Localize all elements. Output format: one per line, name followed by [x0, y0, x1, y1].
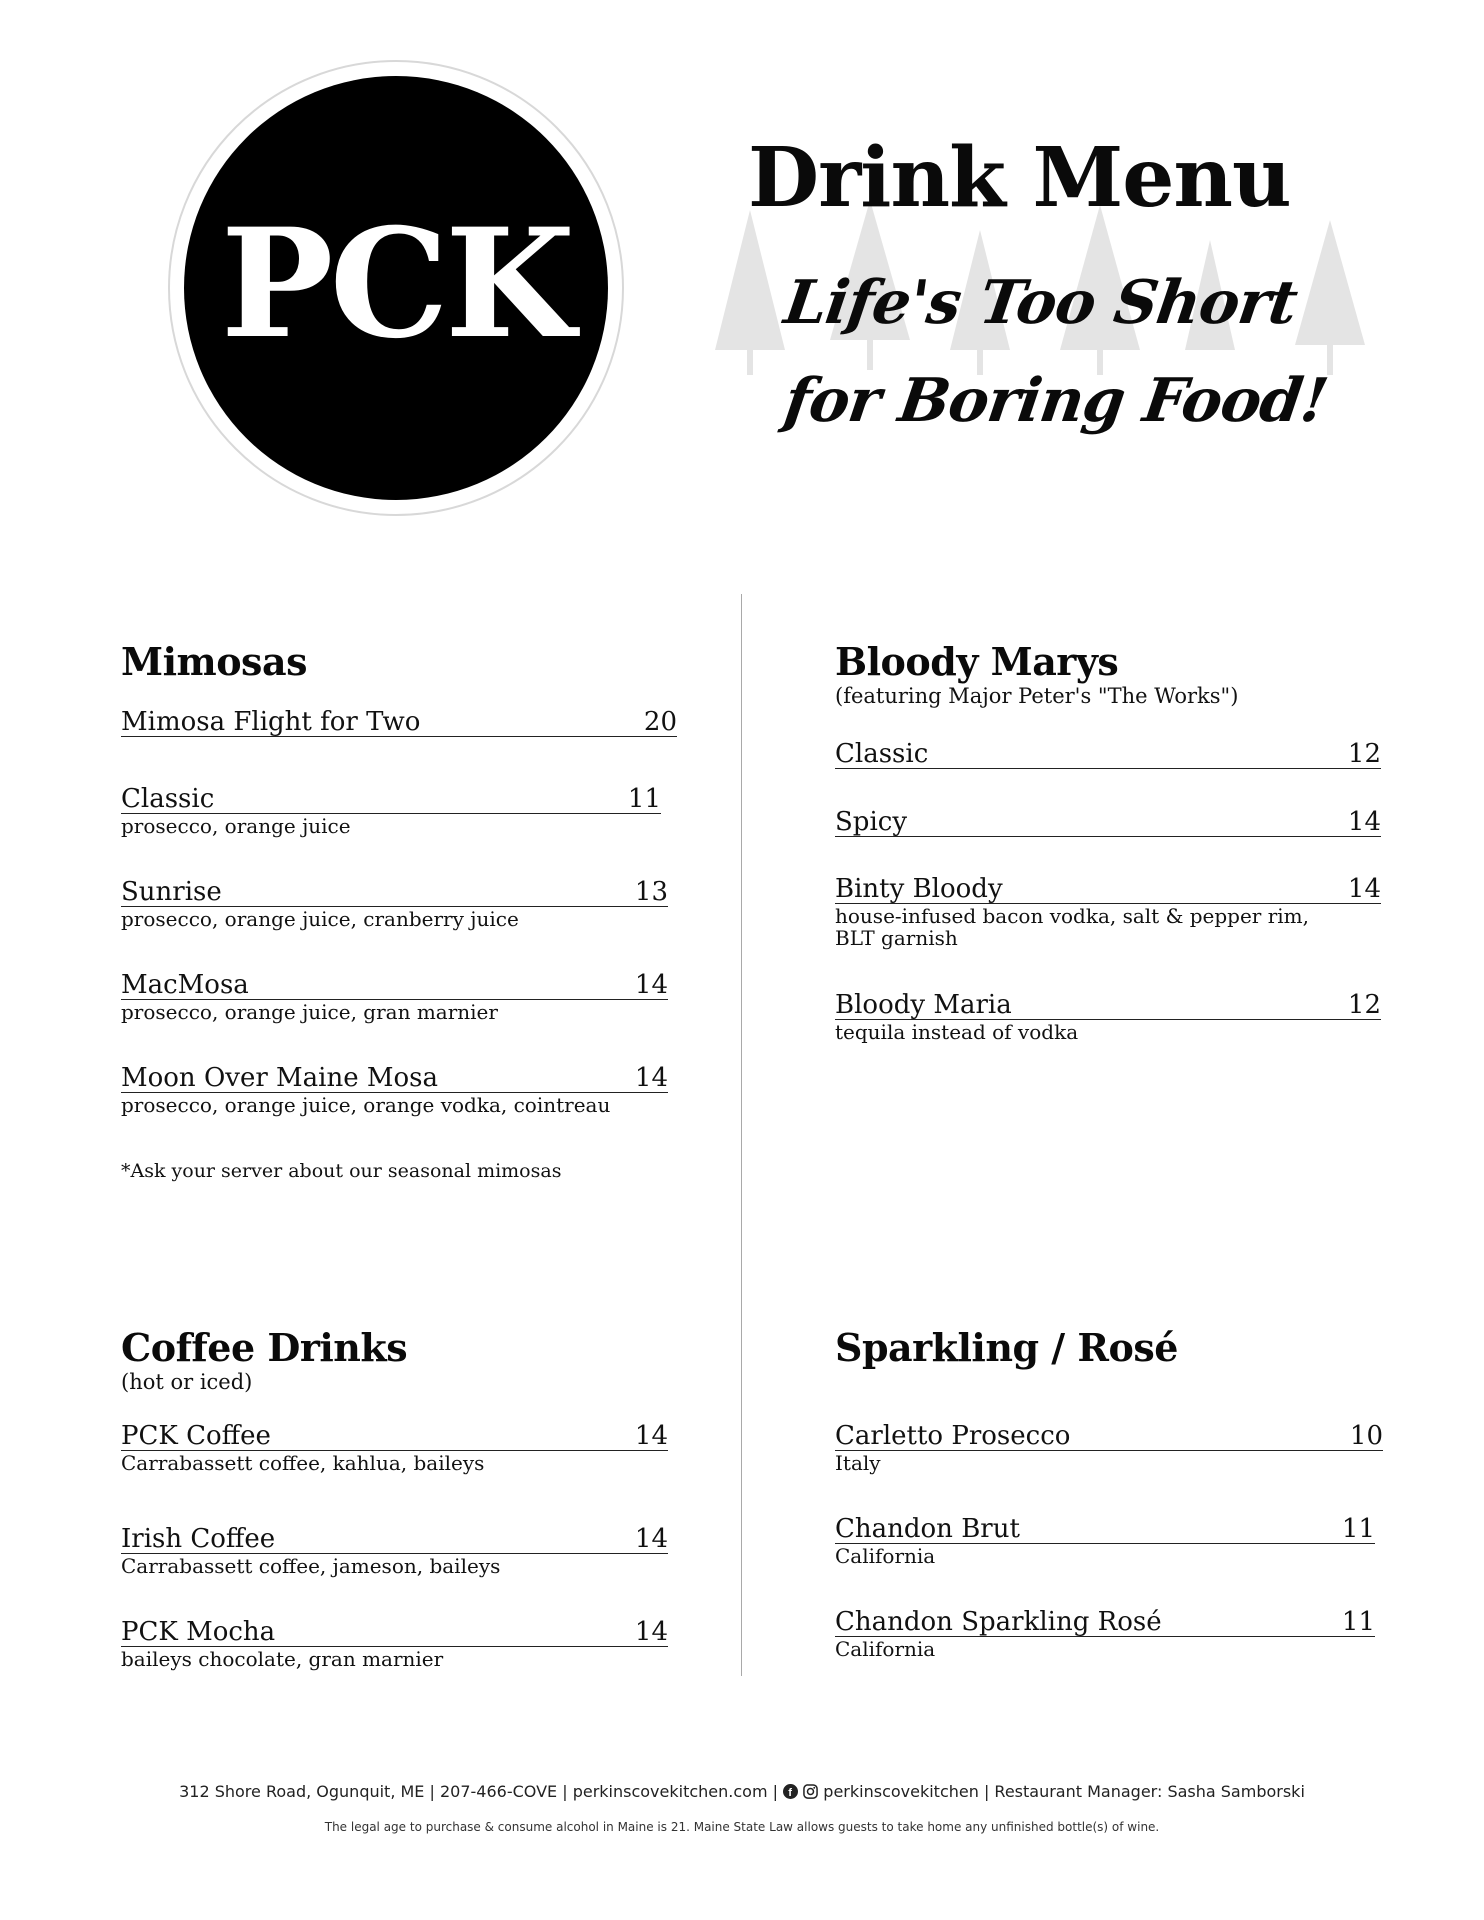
section-title: Coffee Drinks — [121, 1325, 408, 1370]
section-mimosas — [121, 639, 677, 1182]
item-price: 12 — [1347, 739, 1381, 769]
item-name: Irish Coffee — [121, 1524, 276, 1554]
item-name: Chandon Sparkling Rosé — [835, 1607, 1162, 1637]
item-price: 20 — [643, 707, 677, 737]
item-description: Italy — [835, 1451, 881, 1475]
item-price: 14 — [1347, 807, 1381, 837]
item-description: prosecco, orange juice, cranberry juice — [121, 907, 519, 931]
column-divider — [741, 594, 742, 1676]
item-description: prosecco, orange juice, orange vodka, cointreau — [121, 1093, 611, 1117]
menu-item — [835, 1420, 1383, 1474]
menu-item — [121, 706, 677, 737]
section-title: Sparkling / Rosé — [835, 1325, 1178, 1370]
item-price: 11 — [627, 784, 661, 814]
section-title: Mimosas — [121, 639, 307, 684]
section-subtitle: (featuring Major Peter's "The Works") — [835, 684, 1239, 708]
item-price: 10 — [1349, 1421, 1383, 1451]
item-name: MacMosa — [121, 970, 249, 1000]
item-price: 14 — [634, 1421, 668, 1451]
menu-item — [121, 1523, 668, 1577]
item-name: Binty Bloody — [835, 874, 1003, 904]
item-price: 12 — [1347, 990, 1381, 1020]
item-name: Spicy — [835, 807, 908, 837]
item-description: tequila instead of vodka — [835, 1020, 1079, 1044]
menu-item — [835, 806, 1381, 837]
item-price: 14 — [634, 970, 668, 1000]
menu-item — [835, 873, 1381, 949]
menu-title: Drink Menu — [748, 130, 1291, 226]
item-description: house-infused bacon vodka, salt & pepper rim, BLT garnish — [835, 904, 1310, 950]
menu-item — [835, 738, 1381, 769]
menu-item — [121, 1420, 668, 1474]
item-name: Carletto Prosecco — [835, 1421, 1071, 1451]
instagram-icon[interactable] — [803, 1784, 818, 1799]
item-description: prosecco, orange juice, gran marnier — [121, 1000, 498, 1024]
footer-social-and-manager: perkinscovekitchen | Restaurant Manager: Sasha Samborski — [823, 1782, 1305, 1801]
item-price: 14 — [634, 1524, 668, 1554]
item-description: Carrabassett coffee, kahlua, baileys — [121, 1451, 485, 1475]
menu-item — [835, 989, 1381, 1043]
menu-item — [121, 1062, 668, 1116]
menu-item — [835, 1606, 1375, 1660]
svg-text:f: f — [788, 1787, 793, 1799]
footer-address: 312 Shore Road, Ogunquit, ME | 207-466-COVE | perkinscovekitchen.com | — [179, 1782, 779, 1801]
footer-legal: The legal age to purchase & consume alcohol in Maine is 21. Maine State Law allows guests to take home any unfinished bottle(s) of wine. — [324, 1820, 1160, 1834]
item-name: PCK Coffee — [121, 1421, 271, 1451]
item-name: Chandon Brut — [835, 1514, 1020, 1544]
menu-item — [121, 969, 668, 1023]
seasonal-note: *Ask your server about our seasonal mimosas — [121, 1160, 562, 1182]
menu-item — [121, 783, 661, 837]
item-price: 11 — [1341, 1607, 1375, 1637]
logo-text: PCK — [220, 196, 572, 372]
item-name: Sunrise — [121, 877, 222, 907]
tagline-line2: for Boring Food! — [780, 366, 1332, 436]
item-name: Bloody Maria — [835, 990, 1012, 1020]
item-price: 13 — [634, 877, 668, 907]
item-name: Classic — [835, 739, 929, 769]
menu-item — [121, 876, 668, 930]
logo-circle — [184, 76, 608, 500]
item-name: Mimosa Flight for Two — [121, 707, 421, 737]
section-sparkling-rose — [835, 1325, 1383, 1661]
menu-item — [121, 1616, 668, 1670]
item-description: prosecco, orange juice — [121, 814, 351, 838]
item-price: 14 — [634, 1063, 668, 1093]
item-name: Moon Over Maine Mosa — [121, 1063, 438, 1093]
item-price: 11 — [1341, 1514, 1375, 1544]
section-subtitle: (hot or iced) — [121, 1370, 253, 1394]
section-title: Bloody Marys — [835, 639, 1119, 684]
item-name: Classic — [121, 784, 215, 814]
item-description: Carrabassett coffee, jameson, baileys — [121, 1554, 501, 1578]
item-description: baileys chocolate, gran marnier — [121, 1647, 444, 1671]
footer-contact — [0, 1782, 1484, 1801]
menu-item — [835, 1513, 1375, 1567]
tagline-line1: Life's Too Short — [780, 268, 1301, 338]
section-coffee-drinks — [121, 1325, 668, 1671]
section-bloody-marys — [835, 639, 1381, 1044]
item-price: 14 — [1347, 874, 1381, 904]
item-description: California — [835, 1637, 936, 1661]
item-price: 14 — [634, 1617, 668, 1647]
logo — [168, 60, 624, 516]
item-description: California — [835, 1544, 936, 1568]
facebook-icon[interactable] — [783, 1784, 798, 1799]
item-name: PCK Mocha — [121, 1617, 276, 1647]
